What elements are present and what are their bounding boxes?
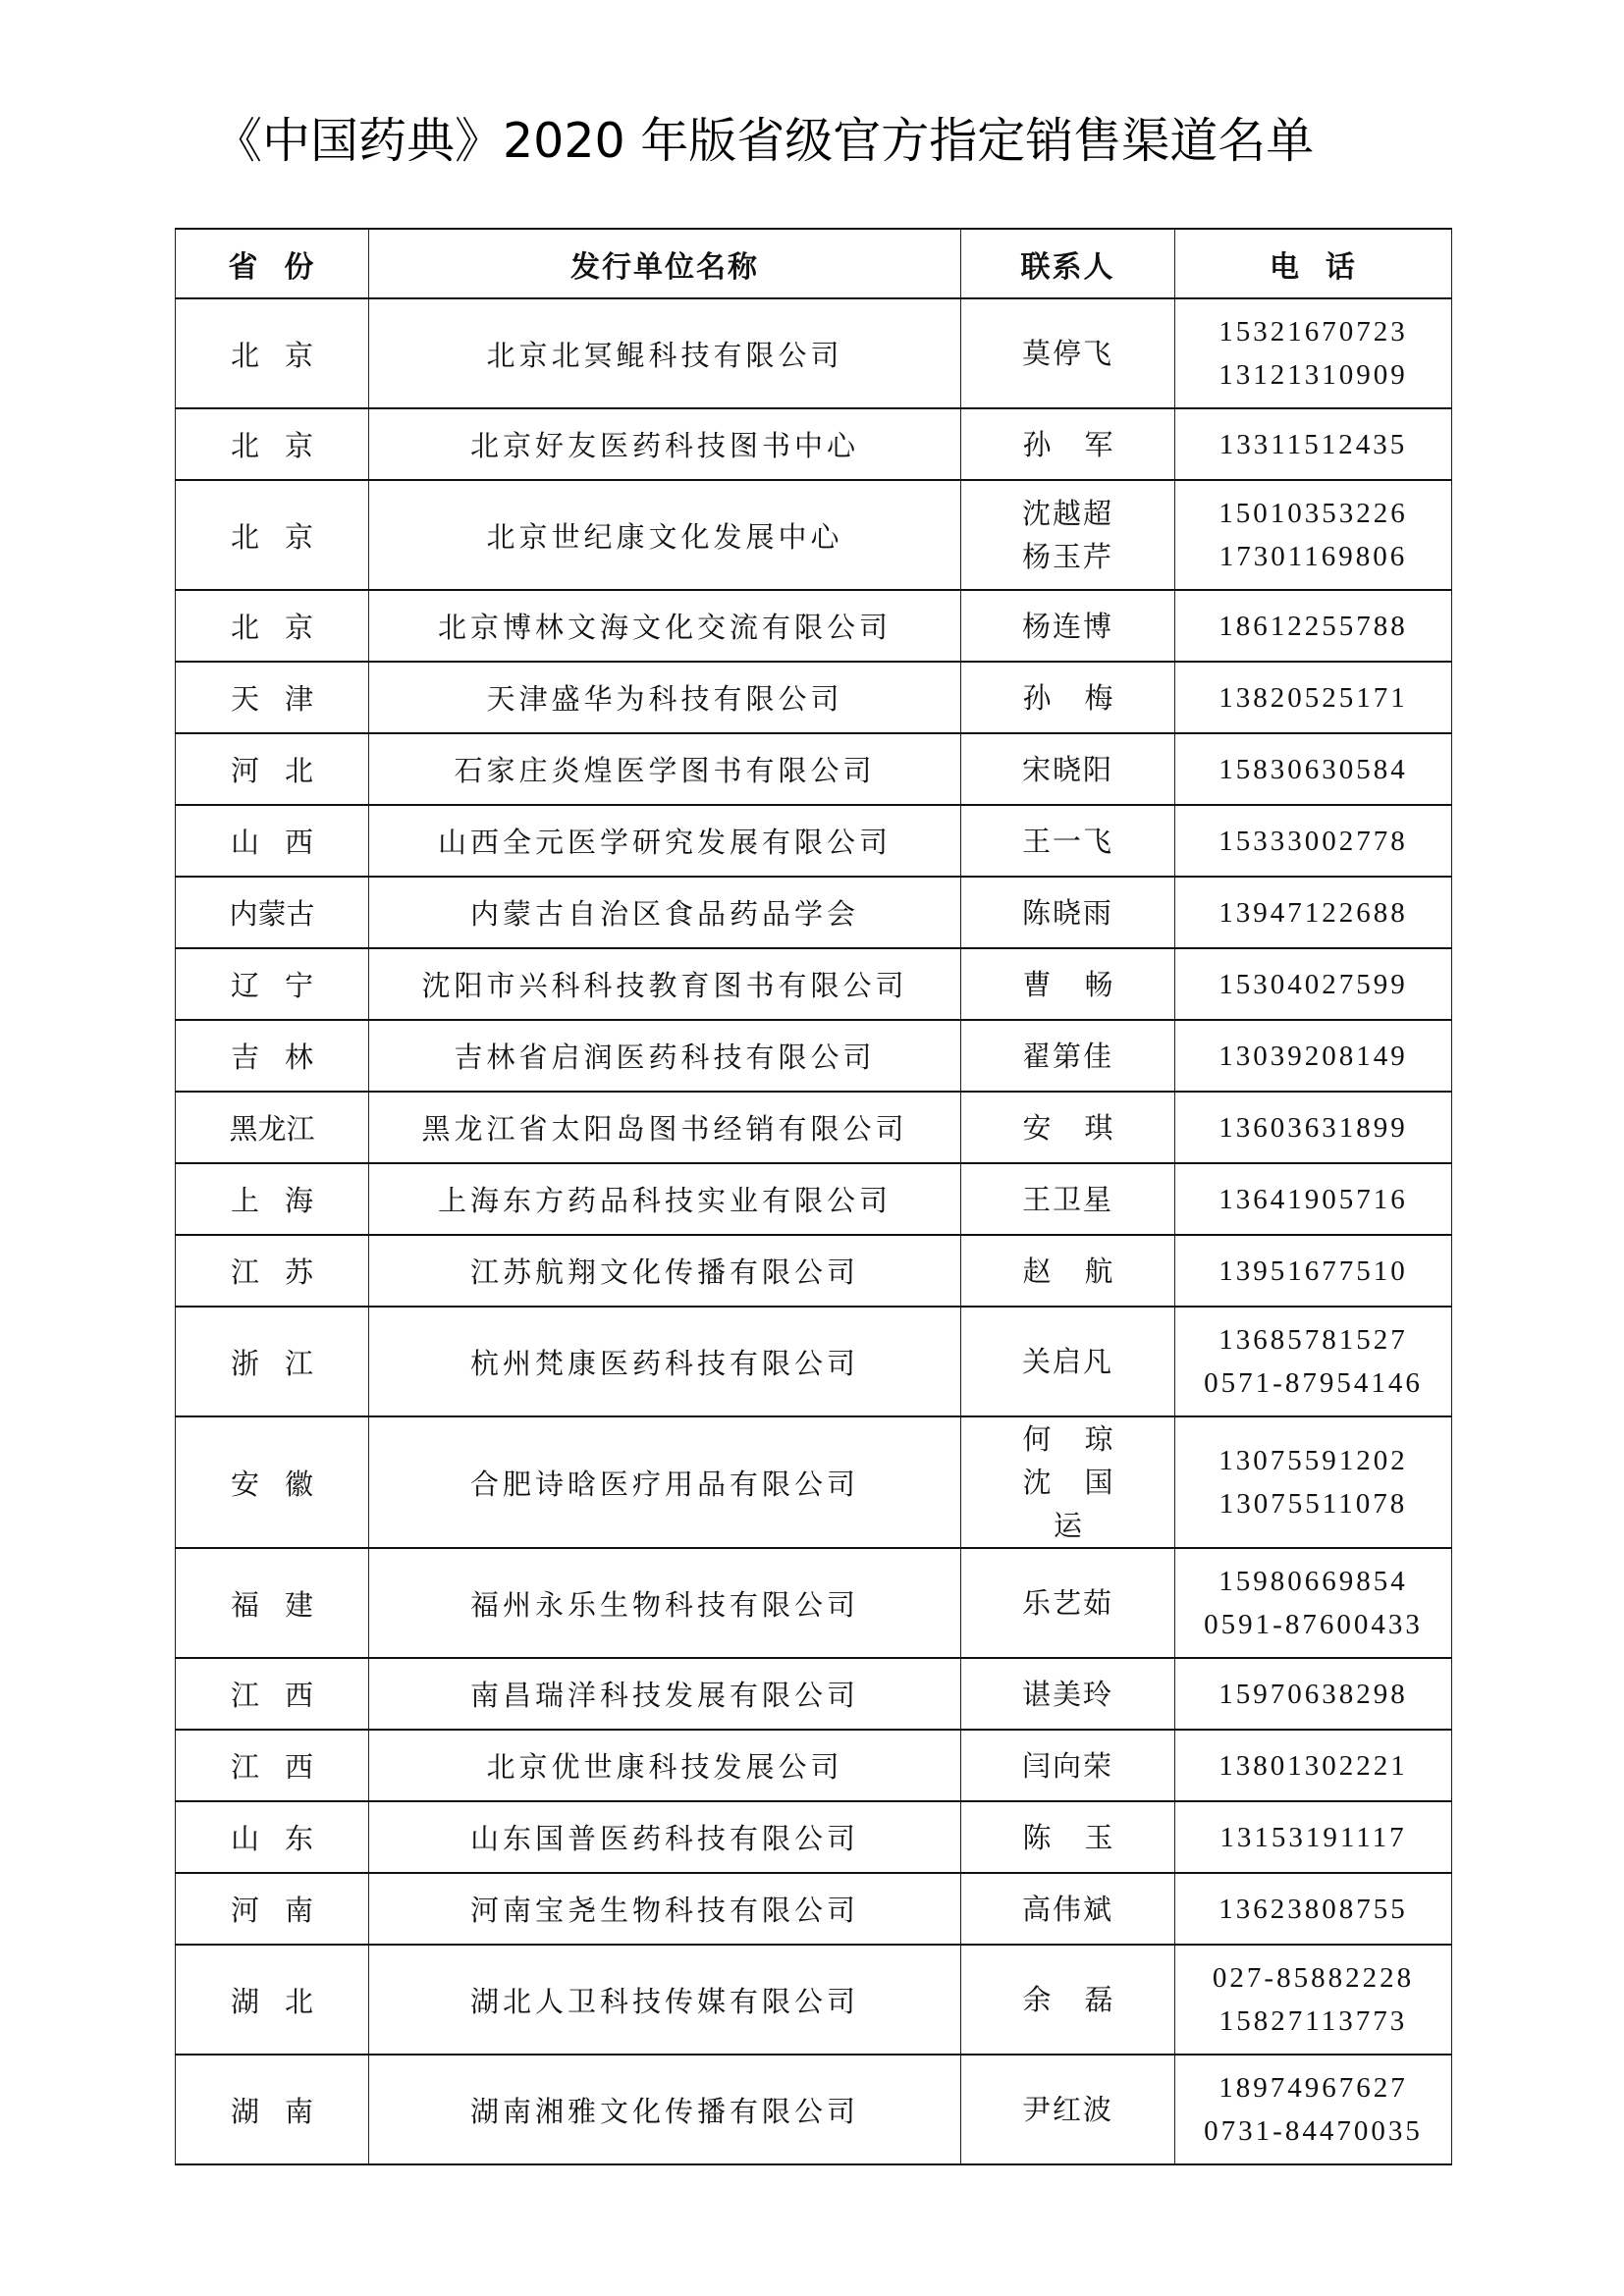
province-cell bbox=[176, 480, 369, 590]
phone-number: 18612255788 bbox=[1218, 610, 1408, 642]
phone-numbers bbox=[1175, 1956, 1451, 2043]
phone-number: 0591-87600433 bbox=[1204, 1609, 1423, 1640]
province-cell bbox=[176, 590, 369, 662]
contact-cell bbox=[961, 877, 1175, 948]
province-text: 内蒙古 bbox=[229, 897, 315, 931]
phone-numbers bbox=[1175, 820, 1451, 863]
header-publisher-label: 发行单位名称 bbox=[570, 249, 759, 285]
contact-names bbox=[961, 2088, 1174, 2131]
phone-numbers bbox=[1175, 1250, 1451, 1293]
contact-names bbox=[961, 820, 1174, 863]
phone-cell bbox=[1175, 1801, 1452, 1873]
contact-name: 王卫星 bbox=[1021, 1182, 1113, 1216]
contact-cell bbox=[961, 948, 1175, 1020]
phone-number: 13121310909 bbox=[1218, 359, 1408, 391]
phone-cell bbox=[1175, 948, 1452, 1020]
province-text: 辽宁 bbox=[230, 969, 339, 1002]
phone-numbers bbox=[1175, 1035, 1451, 1078]
publisher-name: 合肥诗晗医疗用品有限公司 bbox=[469, 1467, 859, 1501]
contact-names bbox=[961, 1340, 1174, 1383]
contact-names bbox=[961, 1581, 1174, 1625]
phone-number: 13623808755 bbox=[1218, 1893, 1408, 1925]
contact-names bbox=[961, 1250, 1174, 1293]
phone-numbers bbox=[1175, 1744, 1451, 1788]
phone-cell bbox=[1175, 408, 1452, 480]
phone-numbers bbox=[1175, 676, 1451, 720]
contact-names bbox=[961, 748, 1174, 791]
publisher-name: 天津盛华为科技有限公司 bbox=[486, 682, 843, 716]
contact-name: 曹畅 bbox=[1022, 967, 1147, 1001]
publisher-cell bbox=[369, 1020, 961, 1092]
table-row bbox=[176, 1658, 1452, 1730]
table-row bbox=[176, 1020, 1452, 1092]
publisher-name: 北京优世康科技发展公司 bbox=[486, 1750, 843, 1784]
phone-number: 15333002778 bbox=[1218, 825, 1408, 857]
publisher-cell bbox=[369, 733, 961, 805]
contact-name: 宋晓阳 bbox=[1021, 752, 1113, 786]
province-cell bbox=[176, 1307, 369, 1416]
contact-cell bbox=[961, 1658, 1175, 1730]
publisher-cell bbox=[369, 1092, 961, 1163]
publisher-cell bbox=[369, 1163, 961, 1235]
phone-number: 17301169806 bbox=[1218, 541, 1408, 572]
province-text: 天津 bbox=[230, 682, 339, 716]
contact-cell bbox=[961, 733, 1175, 805]
contact-names bbox=[961, 1673, 1174, 1716]
contact-cell bbox=[961, 590, 1175, 662]
contact-name: 尹红波 bbox=[1021, 2093, 1113, 2126]
contact-names bbox=[961, 332, 1174, 375]
phone-cell bbox=[1175, 1307, 1452, 1416]
contact-names bbox=[961, 1978, 1174, 2021]
publisher-name: 河南宝尧生物科技有限公司 bbox=[469, 1894, 859, 1927]
province-text: 浙江 bbox=[230, 1346, 339, 1380]
table-row bbox=[176, 298, 1452, 408]
contact-cell bbox=[961, 662, 1175, 733]
publisher-cell bbox=[369, 408, 961, 480]
publisher-name: 沈阳市兴科科技教育图书有限公司 bbox=[421, 969, 908, 1002]
publisher-name: 北京博林文海文化交流有限公司 bbox=[437, 611, 892, 644]
contact-name: 陈玉 bbox=[1022, 1820, 1147, 1854]
publisher-cell bbox=[369, 1658, 961, 1730]
phone-number: 18974967627 bbox=[1218, 2072, 1408, 2104]
table-row bbox=[176, 1548, 1452, 1658]
phone-number: 13603631899 bbox=[1218, 1111, 1408, 1144]
table-row bbox=[176, 1307, 1452, 1416]
phone-cell bbox=[1175, 1416, 1452, 1548]
phone-number: 15980669854 bbox=[1218, 1566, 1408, 1597]
province-text: 上海 bbox=[230, 1184, 339, 1217]
table-row bbox=[176, 408, 1452, 480]
phone-cell bbox=[1175, 733, 1452, 805]
province-text: 江西 bbox=[230, 1679, 339, 1712]
phone-cell bbox=[1175, 1730, 1452, 1801]
contact-names bbox=[961, 1178, 1174, 1221]
table-header-row bbox=[176, 229, 1452, 298]
phone-numbers bbox=[1175, 1439, 1451, 1525]
province-cell bbox=[176, 1801, 369, 1873]
contact-cell bbox=[961, 298, 1175, 408]
phone-number: 0571-87954146 bbox=[1204, 1367, 1423, 1399]
contact-name: 杨连博 bbox=[1021, 609, 1113, 643]
province-text: 山西 bbox=[230, 826, 339, 859]
publisher-cell bbox=[369, 1945, 961, 2055]
publisher-cell bbox=[369, 590, 961, 662]
publisher-cell bbox=[369, 1416, 961, 1548]
province-cell bbox=[176, 662, 369, 733]
phone-numbers bbox=[1175, 2066, 1451, 2153]
contact-name: 安琪 bbox=[1022, 1110, 1147, 1145]
table-row bbox=[176, 1416, 1452, 1548]
contact-cell bbox=[961, 1945, 1175, 2055]
publisher-cell bbox=[369, 480, 961, 590]
contact-cell bbox=[961, 1873, 1175, 1945]
publisher-cell bbox=[369, 2055, 961, 2164]
publisher-name: 吉林省启润医药科技有限公司 bbox=[454, 1041, 876, 1074]
table-row bbox=[176, 590, 1452, 662]
phone-numbers bbox=[1175, 891, 1451, 934]
contact-cell bbox=[961, 1235, 1175, 1307]
document-title: 《中国药典》2020 年版省级官方指定销售渠道名单 bbox=[214, 113, 1315, 169]
province-cell bbox=[176, 1548, 369, 1658]
phone-cell bbox=[1175, 1873, 1452, 1945]
publisher-cell bbox=[369, 1548, 961, 1658]
phone-numbers bbox=[1175, 1560, 1451, 1646]
phone-numbers bbox=[1175, 1888, 1451, 1931]
phone-numbers bbox=[1175, 1673, 1451, 1716]
phone-number: 13075591202 bbox=[1218, 1445, 1408, 1476]
publisher-cell bbox=[369, 1235, 961, 1307]
phone-number: 15970638298 bbox=[1218, 1678, 1408, 1710]
contact-name: 余磊 bbox=[1022, 1983, 1147, 2016]
province-cell bbox=[176, 1730, 369, 1801]
phone-cell bbox=[1175, 805, 1452, 877]
publisher-name: 山东国普医药科技有限公司 bbox=[469, 1822, 859, 1855]
table-row bbox=[176, 1235, 1452, 1307]
phone-cell bbox=[1175, 1235, 1452, 1307]
header-province bbox=[176, 229, 369, 298]
phone-numbers bbox=[1175, 1106, 1451, 1149]
publisher-cell bbox=[369, 805, 961, 877]
phone-number: 13685781527 bbox=[1218, 1324, 1408, 1356]
contact-name: 谌美玲 bbox=[1021, 1677, 1113, 1711]
header-phone-label: 电 话 bbox=[1270, 249, 1357, 285]
table-row bbox=[176, 805, 1452, 877]
province-text: 北京 bbox=[230, 519, 339, 554]
province-cell bbox=[176, 877, 369, 948]
province-text: 黑龙江 bbox=[229, 1112, 315, 1146]
phone-number: 13311512435 bbox=[1218, 428, 1408, 460]
contact-names bbox=[961, 1888, 1174, 1931]
province-text: 北京 bbox=[230, 429, 339, 462]
sales-channel-table bbox=[175, 228, 1452, 2165]
contact-name: 莫停飞 bbox=[1021, 337, 1113, 370]
phone-number: 13820525171 bbox=[1218, 681, 1408, 714]
contact-cell bbox=[961, 1416, 1175, 1548]
publisher-cell bbox=[369, 1801, 961, 1873]
publisher-name: 南昌瑞洋科技发展有限公司 bbox=[469, 1679, 859, 1712]
contact-names bbox=[961, 1417, 1174, 1547]
contact-name: 沈越超 bbox=[1021, 497, 1113, 530]
contact-name: 何琼 bbox=[1022, 1422, 1147, 1456]
contact-cell bbox=[961, 1801, 1175, 1873]
province-cell bbox=[176, 1945, 369, 2055]
phone-cell bbox=[1175, 480, 1452, 590]
contact-cell bbox=[961, 1020, 1175, 1092]
phone-cell bbox=[1175, 298, 1452, 408]
phone-cell bbox=[1175, 590, 1452, 662]
contact-name: 乐艺茹 bbox=[1021, 1586, 1113, 1620]
phone-number: 13801302221 bbox=[1218, 1749, 1408, 1782]
contact-cell bbox=[961, 2055, 1175, 2164]
contact-cell bbox=[961, 480, 1175, 590]
publisher-name: 山西全元医学研究发展有限公司 bbox=[437, 826, 892, 859]
publisher-name: 北京世纪康文化发展中心 bbox=[486, 519, 843, 554]
province-cell bbox=[176, 1020, 369, 1092]
province-text: 安徽 bbox=[230, 1467, 339, 1501]
phone-numbers bbox=[1175, 605, 1451, 648]
publisher-name: 湖南湘雅文化传播有限公司 bbox=[469, 2094, 859, 2128]
phone-cell bbox=[1175, 1548, 1452, 1658]
contact-cell bbox=[961, 1548, 1175, 1658]
province-cell bbox=[176, 1658, 369, 1730]
publisher-name: 江苏航翔文化传播有限公司 bbox=[469, 1255, 859, 1289]
phone-numbers bbox=[1175, 310, 1451, 397]
province-cell bbox=[176, 1235, 369, 1307]
province-text: 山东 bbox=[230, 1822, 339, 1855]
contact-names bbox=[961, 1106, 1174, 1149]
contact-names bbox=[961, 1744, 1174, 1788]
table-row bbox=[176, 948, 1452, 1020]
province-cell bbox=[176, 1092, 369, 1163]
phone-cell bbox=[1175, 877, 1452, 948]
contact-names bbox=[961, 423, 1174, 466]
phone-number: 13951677510 bbox=[1218, 1255, 1408, 1287]
header-contact-label: 联系人 bbox=[1020, 249, 1115, 285]
contact-name: 孙军 bbox=[1022, 427, 1147, 461]
phone-numbers bbox=[1175, 963, 1451, 1006]
phone-numbers bbox=[1175, 748, 1451, 791]
publisher-name: 北京北冥鲲科技有限公司 bbox=[486, 338, 843, 372]
province-cell bbox=[176, 298, 369, 408]
publisher-name: 湖北人卫科技传媒有限公司 bbox=[469, 1984, 859, 2018]
contact-name: 赵航 bbox=[1022, 1254, 1147, 1288]
contact-name: 陈晓雨 bbox=[1021, 895, 1113, 930]
contact-name: 闫向荣 bbox=[1021, 1748, 1113, 1783]
table-row bbox=[176, 733, 1452, 805]
publisher-cell bbox=[369, 877, 961, 948]
phone-number: 13039208149 bbox=[1218, 1040, 1408, 1072]
contact-name: 沈国运 bbox=[1022, 1466, 1147, 1542]
province-text: 江苏 bbox=[230, 1255, 339, 1289]
province-text: 吉林 bbox=[230, 1041, 339, 1074]
phone-numbers bbox=[1175, 1318, 1451, 1405]
province-text: 湖南 bbox=[230, 2094, 339, 2128]
contact-names bbox=[961, 1816, 1174, 1859]
phone-numbers bbox=[1175, 1816, 1451, 1859]
phone-number: 13641905716 bbox=[1218, 1183, 1408, 1215]
province-text: 北京 bbox=[230, 338, 339, 372]
province-text: 河北 bbox=[230, 754, 339, 787]
contact-names bbox=[961, 963, 1174, 1006]
contact-cell bbox=[961, 1307, 1175, 1416]
contact-cell bbox=[961, 408, 1175, 480]
publisher-name: 杭州梵康医药科技有限公司 bbox=[469, 1346, 859, 1380]
publisher-cell bbox=[369, 1873, 961, 1945]
publisher-cell bbox=[369, 948, 961, 1020]
table-body bbox=[176, 298, 1452, 2164]
publisher-cell bbox=[369, 1730, 961, 1801]
table-row bbox=[176, 1730, 1452, 1801]
phone-numbers bbox=[1175, 423, 1451, 466]
phone-cell bbox=[1175, 1020, 1452, 1092]
publisher-name: 黑龙江省太阳岛图书经销有限公司 bbox=[421, 1112, 908, 1146]
phone-number: 13947122688 bbox=[1218, 896, 1408, 929]
phone-number: 15304027599 bbox=[1218, 968, 1408, 1000]
phone-cell bbox=[1175, 662, 1452, 733]
contact-name: 关启凡 bbox=[1021, 1345, 1113, 1378]
phone-number: 027-85882228 bbox=[1212, 1962, 1415, 1994]
table-row bbox=[176, 1945, 1452, 2055]
contact-names bbox=[961, 891, 1174, 934]
publisher-name: 北京好友医药科技图书中心 bbox=[469, 429, 859, 462]
header-publisher bbox=[369, 229, 961, 298]
publisher-name: 内蒙古自治区食品药品学会 bbox=[469, 897, 859, 931]
phone-cell bbox=[1175, 1092, 1452, 1163]
table-row bbox=[176, 2055, 1452, 2164]
contact-names bbox=[961, 605, 1174, 648]
table-row bbox=[176, 1873, 1452, 1945]
contact-cell bbox=[961, 1092, 1175, 1163]
contact-cell bbox=[961, 1163, 1175, 1235]
table-row bbox=[176, 1163, 1452, 1235]
contact-name: 杨玉芹 bbox=[1021, 540, 1113, 573]
province-cell bbox=[176, 408, 369, 480]
phone-numbers bbox=[1175, 1178, 1451, 1221]
phone-number: 15010353226 bbox=[1218, 498, 1408, 529]
contact-names bbox=[961, 492, 1174, 578]
province-text: 湖北 bbox=[230, 1984, 339, 2018]
phone-cell bbox=[1175, 1163, 1452, 1235]
province-cell bbox=[176, 805, 369, 877]
table-row bbox=[176, 1092, 1452, 1163]
contact-name: 高伟斌 bbox=[1021, 1892, 1113, 1926]
province-text: 江西 bbox=[230, 1750, 339, 1784]
province-cell bbox=[176, 733, 369, 805]
table-row bbox=[176, 1801, 1452, 1873]
phone-numbers bbox=[1175, 492, 1451, 578]
province-text: 福建 bbox=[230, 1587, 339, 1622]
table-row bbox=[176, 480, 1452, 590]
publisher-cell bbox=[369, 298, 961, 408]
phone-cell bbox=[1175, 2055, 1452, 2164]
phone-number: 15321670723 bbox=[1218, 316, 1408, 347]
province-cell bbox=[176, 1416, 369, 1548]
contact-name: 翟第佳 bbox=[1021, 1039, 1113, 1073]
phone-cell bbox=[1175, 1945, 1452, 2055]
phone-number: 0731-84470035 bbox=[1204, 2115, 1423, 2147]
phone-number: 13153191117 bbox=[1219, 1821, 1407, 1853]
phone-number: 15827113773 bbox=[1218, 2005, 1408, 2037]
publisher-cell bbox=[369, 662, 961, 733]
phone-number: 13075511078 bbox=[1218, 1488, 1408, 1520]
province-cell bbox=[176, 948, 369, 1020]
publisher-name: 上海东方药品科技实业有限公司 bbox=[437, 1184, 892, 1217]
header-province-label: 省 份 bbox=[228, 249, 316, 285]
province-cell bbox=[176, 1873, 369, 1945]
contact-cell bbox=[961, 1730, 1175, 1801]
header-contact bbox=[961, 229, 1175, 298]
province-text: 河南 bbox=[230, 1894, 339, 1927]
contact-names bbox=[961, 676, 1174, 720]
province-cell bbox=[176, 1163, 369, 1235]
province-text: 北京 bbox=[230, 611, 339, 644]
publisher-name: 福州永乐生物科技有限公司 bbox=[469, 1587, 859, 1622]
contact-names bbox=[961, 1035, 1174, 1078]
phone-cell bbox=[1175, 1658, 1452, 1730]
publisher-cell bbox=[369, 1307, 961, 1416]
phone-number: 15830630584 bbox=[1218, 753, 1408, 785]
publisher-name: 石家庄炎煌医学图书有限公司 bbox=[454, 754, 876, 787]
table-row bbox=[176, 877, 1452, 948]
table-row bbox=[176, 662, 1452, 733]
contact-name: 孙梅 bbox=[1022, 680, 1147, 715]
header-phone bbox=[1175, 229, 1452, 298]
contact-name: 王一飞 bbox=[1021, 824, 1113, 858]
contact-cell bbox=[961, 805, 1175, 877]
province-cell bbox=[176, 2055, 369, 2164]
